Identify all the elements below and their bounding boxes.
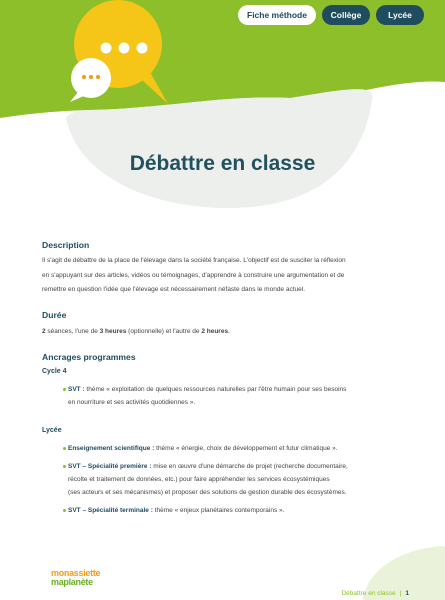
description-text xyxy=(42,254,414,298)
list-item xyxy=(68,442,414,455)
footer-label: Débattre en classe xyxy=(341,590,396,597)
cycle4-list xyxy=(42,383,414,409)
list-item-title: SVT – Spécialité première : xyxy=(68,463,152,470)
list-item-title: SVT – Spécialité terminale : xyxy=(68,507,153,514)
footer-separator: | xyxy=(399,590,402,597)
list-item xyxy=(68,504,414,517)
description-line: remettre en question l'idée que l'élevage est nécessairement néfaste dans le monde actuel. xyxy=(42,286,306,293)
bullet-dot-icon xyxy=(63,388,66,391)
description-line: en s'appuyant sur des articles, vidéos ou témoignages, d'apprendre à construire une argumentation et de xyxy=(42,271,345,279)
lycee-list xyxy=(42,442,414,517)
page-footer xyxy=(341,588,409,600)
lycee-label: Lycée xyxy=(42,427,62,434)
bullet-dot-icon xyxy=(63,465,66,468)
duree-text-part: séances, l'une de xyxy=(45,327,100,335)
cycle4-label: Cycle 4 xyxy=(42,368,67,375)
bullet-dot-icon xyxy=(63,509,66,512)
list-item xyxy=(68,383,414,409)
logo[interactable] xyxy=(51,569,100,587)
hero-banner xyxy=(0,0,445,220)
duree-text-part: . xyxy=(228,327,230,335)
logo-line1: monassiette xyxy=(51,568,101,578)
ancrages-heading: Ancrages programmes xyxy=(42,352,136,362)
list-item-title: SVT : xyxy=(68,386,85,393)
page-number: 1 xyxy=(405,590,409,597)
duree-heading: Durée xyxy=(42,309,67,320)
list-item-text: récolte et traitement de données, etc.) pour faire appréhender les services écosystémiques xyxy=(68,476,330,483)
tag-lycee[interactable]: Lycée xyxy=(376,5,424,25)
description-line: Il s'agit de débattre de la place de l'élevage dans la société française. L'objectif est de susciter la réflexion xyxy=(42,257,346,264)
list-item-text: thème « enjeux planétaires contemporains ». xyxy=(152,507,285,514)
list-item-text: thème « énergie, choix de développement et futur climatique ». xyxy=(154,445,338,452)
duree-text-part: (optionnelle) et l'autre de xyxy=(126,327,202,335)
main-content xyxy=(42,240,414,517)
list-item-text: thème « exploitation de quelques ressources naturelles par l'être humain pour ses besoins xyxy=(84,386,347,393)
list-item-text: en nourriture et ses activités quotidiennes ». xyxy=(68,399,196,406)
logo-line2: maplanète xyxy=(51,577,93,587)
list-item-title: Enseignement scientifique : xyxy=(68,445,155,452)
list-item xyxy=(68,460,414,499)
tag-college[interactable]: Collège xyxy=(322,5,370,25)
duree-text xyxy=(42,325,414,340)
bullet-dot-icon xyxy=(63,447,66,450)
duree-short: 2 heures xyxy=(201,327,229,335)
duree-sessions: 2 xyxy=(42,327,46,335)
page-title: Débattre en classe xyxy=(129,152,316,175)
duree-long: 3 heures xyxy=(99,327,127,335)
list-item-text: (ses acteurs et ses mécanismes) et proposer des solutions de gestion durable des écosystèmes. xyxy=(68,489,347,496)
tag-fiche-methode[interactable]: Fiche méthode xyxy=(238,5,316,25)
list-item-text: mise en œuvre d'une démarche de projet (recherche documentaire, xyxy=(151,463,348,470)
description-heading: Description xyxy=(42,240,90,250)
